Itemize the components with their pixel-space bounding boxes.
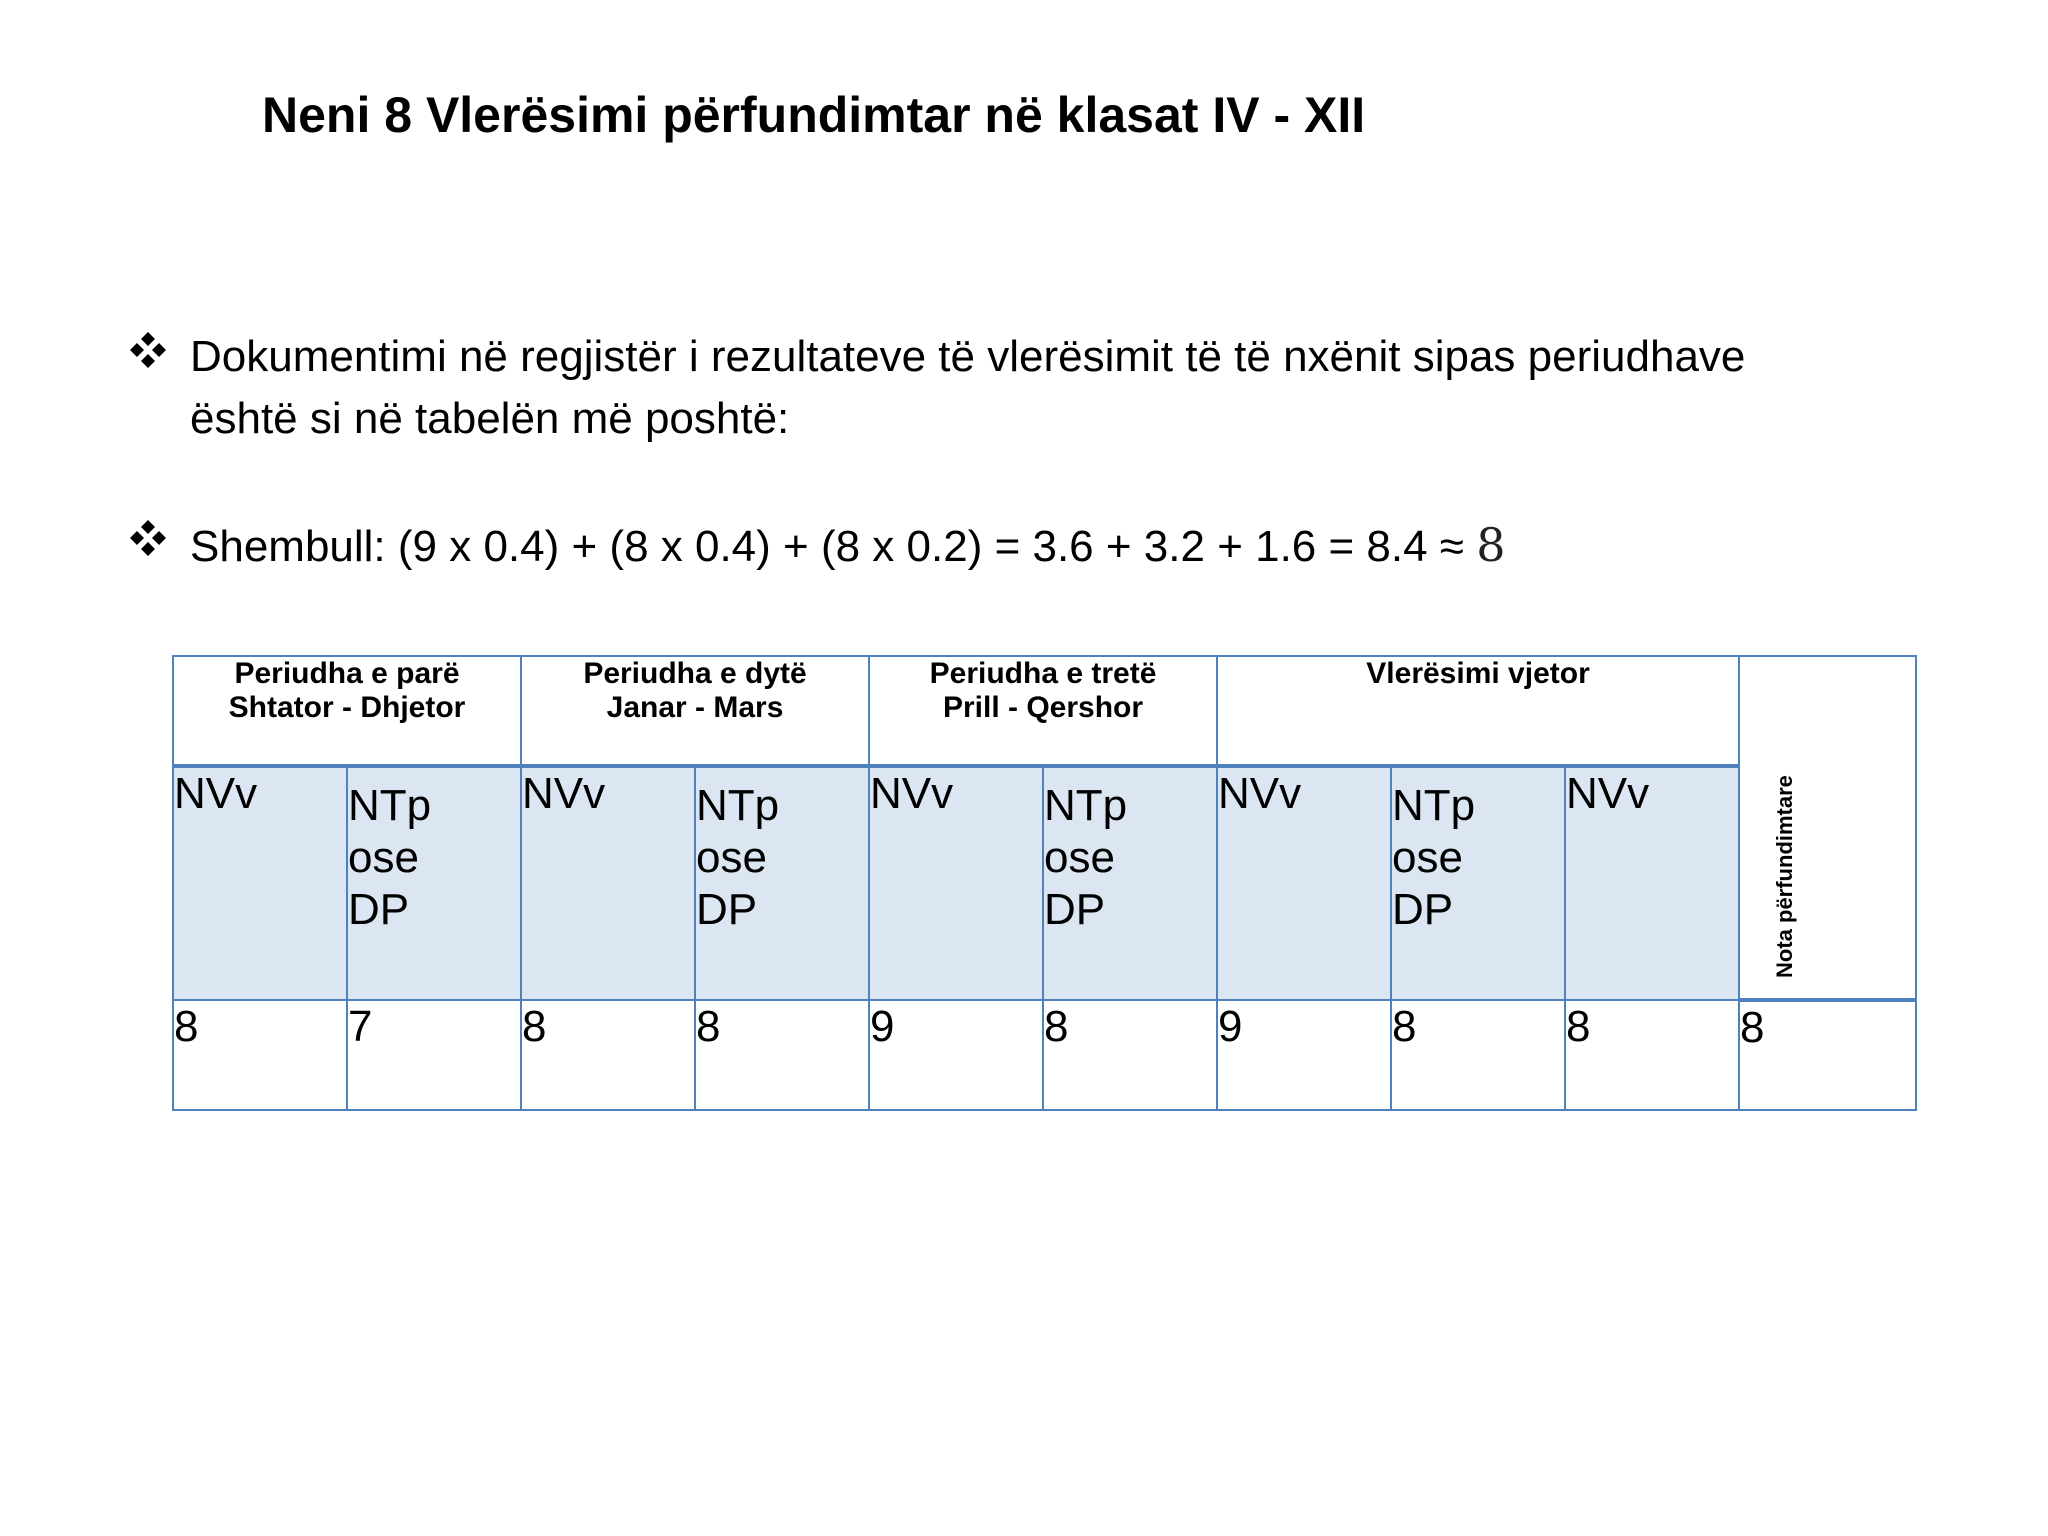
period-months: Janar - Mars <box>606 691 784 724</box>
slide-title: Neni 8 Vlerësimi përfundimtar në klasat IV - XII <box>262 87 1366 143</box>
nvv-header: NVv <box>173 766 347 1000</box>
grade-cell: 9 <box>1217 1000 1391 1110</box>
period-name: Periudha e parë <box>234 657 460 690</box>
period-1-header <box>173 656 521 766</box>
ntp-header <box>347 766 521 1000</box>
diamond-bullet-icon <box>128 330 168 370</box>
diamond-bullet-icon <box>128 518 168 558</box>
period-header-row <box>173 656 1916 766</box>
bullet-line: është si në tabelën më poshtë: <box>190 394 790 443</box>
grade-cell: 8 <box>1043 1000 1217 1110</box>
period-name: Periudha e tretë <box>929 657 1157 690</box>
ntp-label: NTp <box>1392 781 1476 830</box>
nvv-header: NVv <box>521 766 695 1000</box>
ntp-header <box>695 766 869 1000</box>
nvv-header: NVv <box>1565 766 1739 1000</box>
nvv-header: NVv <box>1217 766 1391 1000</box>
final-grade-header <box>1739 656 1916 1000</box>
annual-header <box>1217 656 1739 766</box>
ntp-header <box>1391 766 1565 1000</box>
ntp-label: ose <box>348 833 419 882</box>
period-3-header <box>869 656 1217 766</box>
ntp-label: DP <box>348 885 410 934</box>
final-grade-label: Nota përfundimtare <box>1772 775 1798 978</box>
ntp-label: ose <box>696 833 767 882</box>
final-grade-cell: 8 <box>1739 1000 1916 1110</box>
ntp-label: ose <box>1044 833 1115 882</box>
bullet-line: Dokumentimi në regjistër i rezultateve të vlerësimit të të nxënit sipas periudhave <box>190 332 1746 381</box>
period-months: Shtator - Dhjetor <box>228 691 466 724</box>
ntp-label: DP <box>1392 885 1454 934</box>
ntp-label: NTp <box>1044 781 1128 830</box>
grade-cell: 8 <box>1391 1000 1565 1110</box>
period-name: Periudha e dytë <box>583 657 807 690</box>
grade-cell: 9 <box>869 1000 1043 1110</box>
grade-cell: 8 <box>1565 1000 1739 1110</box>
ntp-label: DP <box>1044 885 1106 934</box>
ntp-label: ose <box>1392 833 1463 882</box>
grade-cell: 8 <box>173 1000 347 1110</box>
ntp-label: DP <box>696 885 758 934</box>
ntp-label: NTp <box>348 781 432 830</box>
grade-cell: 8 <box>521 1000 695 1110</box>
ntp-label: NTp <box>696 781 780 830</box>
period-months: Prill - Qershor <box>942 691 1144 724</box>
values-row <box>173 1000 1916 1110</box>
grade-cell: 8 <box>695 1000 869 1110</box>
grade-cell: 7 <box>347 1000 521 1110</box>
grades-table <box>172 655 1917 1111</box>
example-formula: Shembull: (9 x 0.4) + (8 x 0.4) + (8 x 0.2) = 3.6 + 3.2 + 1.6 = 8.4 ≈ <box>190 522 1464 571</box>
period-2-header <box>521 656 869 766</box>
period-name: Vlerësimi vjetor <box>1366 657 1590 690</box>
subheader-row <box>173 766 1916 1000</box>
nvv-header: NVv <box>869 766 1043 1000</box>
ntp-header <box>1043 766 1217 1000</box>
example-result: 8 <box>1476 518 1506 572</box>
